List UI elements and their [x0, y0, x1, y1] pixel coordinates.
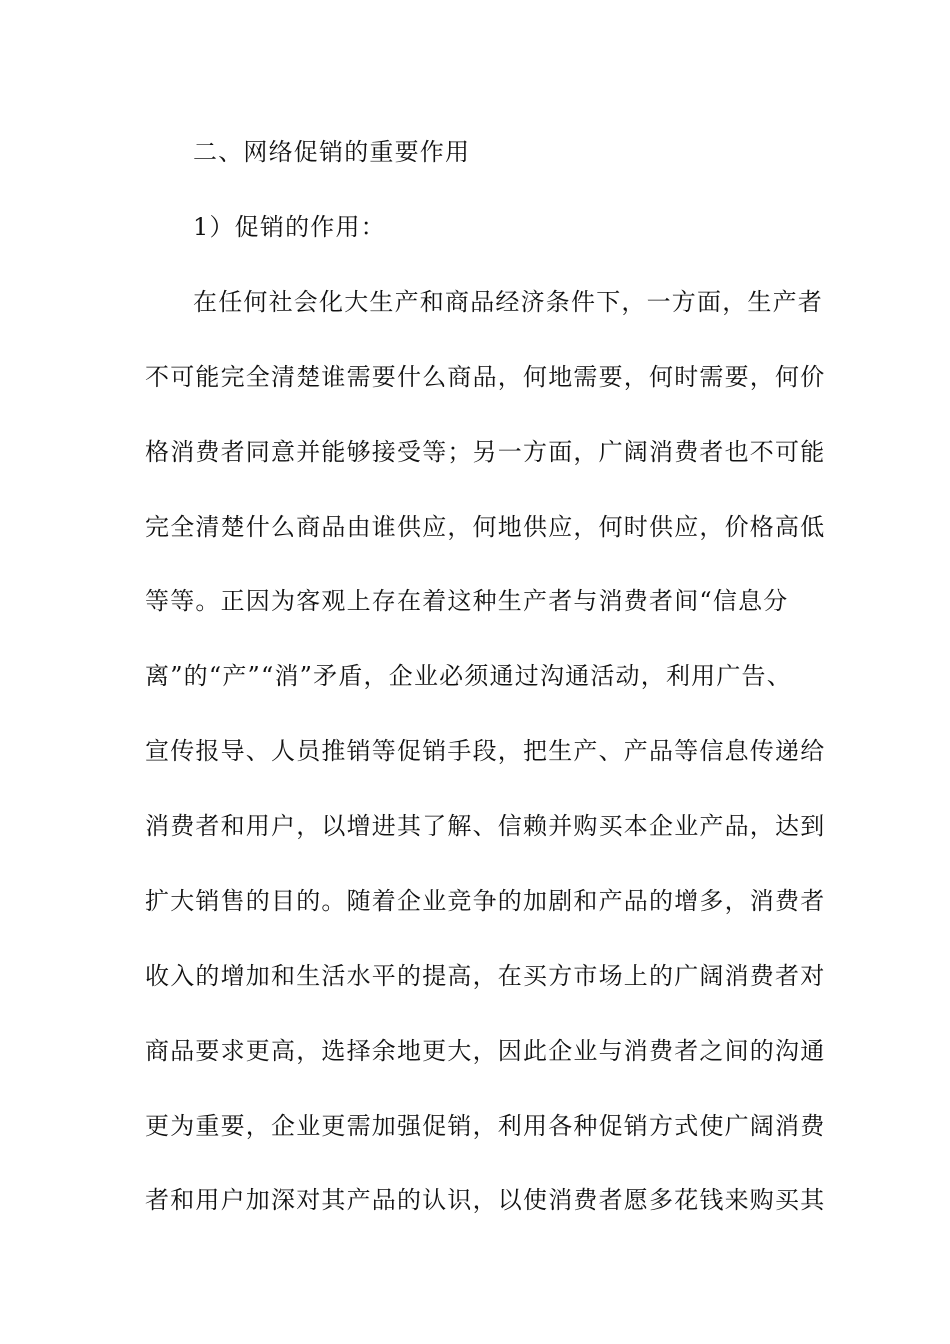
paragraph-line: 扩大销售的目的。随着企业竞争的加剧和产品的增多，消费者 [145, 887, 826, 915]
subsection-heading: 1）促销的作用： [193, 213, 386, 241]
paragraph-line: 不可能完全清楚谁需要什么商品，何地需要，何时需要，何价 [145, 363, 826, 391]
paragraph-line: 在任何社会化大生产和商品经济条件下，一方面，生产者 [193, 288, 823, 316]
paragraph-line: 商品要求更高，选择余地更大，因此企业与消费者之间的沟通 [145, 1037, 826, 1065]
paragraph-line: 更为重要，企业更需加强促销，利用各种促销方式使广阔消费 [145, 1112, 826, 1140]
paragraph-line: 宣传报导、人员推销等促销手段，把生产、产品等信息传递给 [145, 737, 826, 765]
paragraph-line: 格消费者同意并能够接受等；另一方面，广阔消费者也不可能 [145, 438, 826, 466]
paragraph-line: 离”的“产”“消”矛盾，企业必须通过沟通活动，利用广告、 [145, 662, 792, 690]
paragraph-line: 者和用户加深对其产品的认识，以使消费者愿多花钱来购买其 [145, 1186, 826, 1214]
section-heading: 二、网络促销的重要作用 [193, 138, 471, 166]
paragraph-line: 完全清楚什么商品由谁供应，何地供应，何时供应，价格高低 [145, 513, 826, 541]
paragraph-line: 收入的增加和生活水平的提高，在买方市场上的广阔消费者对 [145, 962, 826, 990]
paragraph-line: 消费者和用户，以增进其了解、信赖并购买本企业产品，达到 [145, 812, 826, 840]
paragraph-line: 等等。正因为客观上存在着这种生产者与消费者间“信息分 [145, 587, 789, 615]
